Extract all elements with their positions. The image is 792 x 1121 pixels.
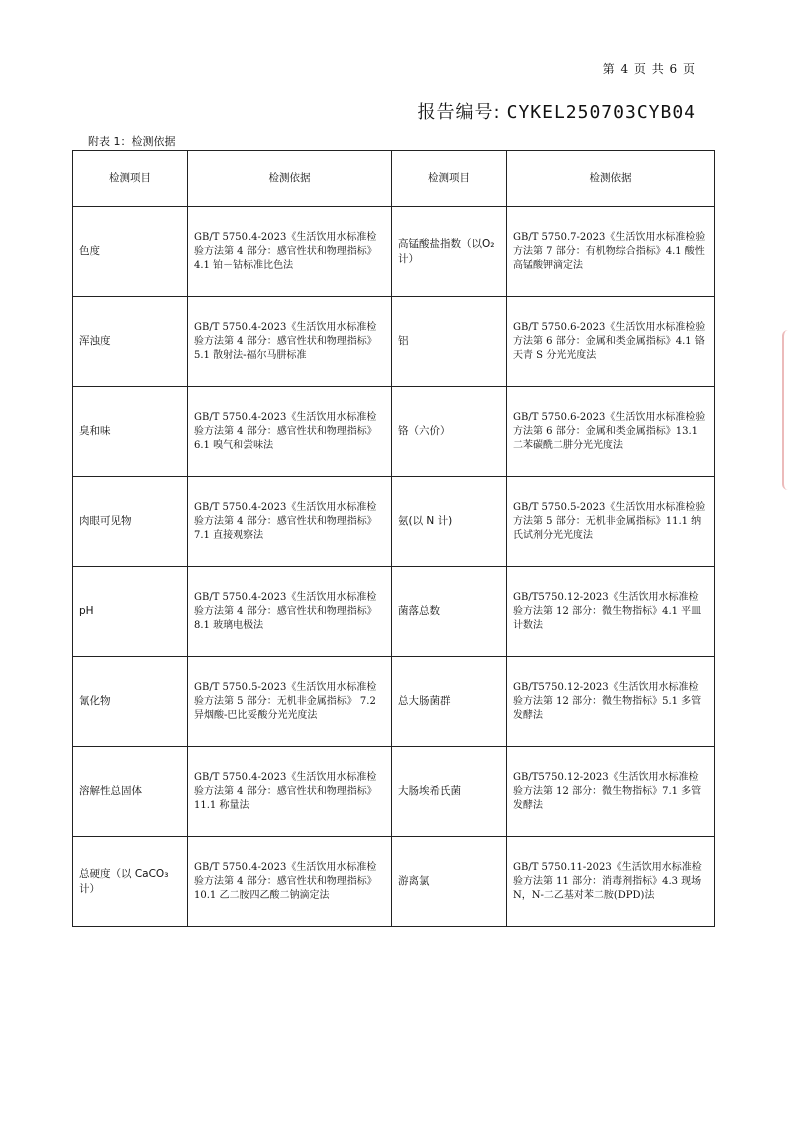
test-method: GB/T 5750.4-2023《生活饮用水标准检验方法第 4 部分：感官性状和物理指标》 10.1 乙二胺四乙酸二钠滴定法 — [188, 837, 392, 927]
table-row — [73, 297, 715, 387]
test-method: GB/T5750.12-2023《生活饮用水标准检验方法第 12 部分：微生物指标》4.1 平皿计数法 — [507, 567, 715, 657]
table-row — [73, 387, 715, 477]
test-item: 臭和味 — [73, 387, 188, 477]
test-method: GB/T 5750.4-2023《生活饮用水标准检验方法第 4 部分：感官性状和物理指标》5.1 散射法-福尔马肼标准 — [188, 297, 392, 387]
test-basis-table — [72, 150, 715, 927]
test-item: 总大肠菌群 — [392, 657, 507, 747]
test-item: 菌落总数 — [392, 567, 507, 657]
table-header-row — [73, 151, 715, 207]
test-method: GB/T 5750.5-2023《生活饮用水标准检验方法第 5 部分：无机非金属指标》 7.2 异烟酸-巴比妥酸分光光度法 — [188, 657, 392, 747]
report-number — [418, 98, 696, 124]
test-item: 溶解性总固体 — [73, 747, 188, 837]
test-item: 高锰酸盐指数（以O₂计） — [392, 207, 507, 297]
test-method: GB/T 5750.4-2023《生活饮用水标准检验方法第 4 部分：感官性状和物理指标》6.1 嗅气和尝味法 — [188, 387, 392, 477]
table-row — [73, 657, 715, 747]
table-row — [73, 207, 715, 297]
test-method: GB/T 5750.4-2023《生活饮用水标准检验方法第 4 部分：感官性状和物理指标》7.1 直接观察法 — [188, 477, 392, 567]
test-item: 色度 — [73, 207, 188, 297]
test-method: GB/T 5750.6-2023《生活饮用水标准检验方法第 6 部分：金属和类金属指标》13.1 二苯碳酰二肼分光光度法 — [507, 387, 715, 477]
test-item: 肉眼可见物 — [73, 477, 188, 567]
test-method: GB/T 5750.6-2023《生活饮用水标准检验方法第 6 部分：金属和类金属指标》4.1 铬天青 S 分光光度法 — [507, 297, 715, 387]
test-item: 浑浊度 — [73, 297, 188, 387]
header-test-basis-2: 检测依据 — [507, 151, 715, 207]
header-test-basis-1: 检测依据 — [188, 151, 392, 207]
report-number-value: CYKEL250703CYB04 — [506, 102, 696, 123]
header-test-item-2: 检测项目 — [392, 151, 507, 207]
table-row — [73, 837, 715, 927]
test-item: 氰化物 — [73, 657, 188, 747]
seal-stamp-edge — [782, 330, 792, 490]
report-number-label: 报告编号: — [417, 102, 501, 123]
test-method: GB/T5750.12-2023《生活饮用水标准检验方法第 12 部分：微生物指标》7.1 多管发酵法 — [507, 747, 715, 837]
test-method: GB/T5750.12-2023《生活饮用水标准检验方法第 12 部分：微生物指标》5.1 多管发酵法 — [507, 657, 715, 747]
test-item: pH — [73, 567, 188, 657]
test-item: 总硬度（以 CaCO₃ 计） — [73, 837, 188, 927]
table-row — [73, 567, 715, 657]
page-number: 第 4 页 共 6 页 — [602, 62, 696, 76]
test-item: 铝 — [392, 297, 507, 387]
header-test-item-1: 检测项目 — [73, 151, 188, 207]
test-method: GB/T 5750.4-2023《生活饮用水标准检验方法第 4 部分：感官性状和物理指标》 11.1 称量法 — [188, 747, 392, 837]
table-row — [73, 477, 715, 567]
test-item: 氨(以 N 计) — [392, 477, 507, 567]
table-caption: 附表 1：检测依据 — [88, 135, 176, 148]
test-item: 大肠埃希氏菌 — [392, 747, 507, 837]
test-method: GB/T 5750.7-2023《生活饮用水标准检验方法第 7 部分：有机物综合指标》4.1 酸性高锰酸钾滴定法 — [507, 207, 715, 297]
test-method: GB/T 5750.5-2023《生活饮用水标准检验方法第 5 部分：无机非金属指标》11.1 纳氏试剂分光光度法 — [507, 477, 715, 567]
test-method: GB/T 5750.11-2023《生活饮用水标准检验方法第 11 部分：消毒剂指标》4.3 现场 N，N-二乙基对苯二胺(DPD)法 — [507, 837, 715, 927]
test-item: 铬（六价） — [392, 387, 507, 477]
test-item: 游离氯 — [392, 837, 507, 927]
test-method: GB/T 5750.4-2023《生活饮用水标准检验方法第 4 部分：感官性状和物理指标》8.1 玻璃电极法 — [188, 567, 392, 657]
table-row — [73, 747, 715, 837]
test-method: GB/T 5750.4-2023《生活饮用水标准检验方法第 4 部分：感官性状和物理指标》4.1 铂－钴标准比色法 — [188, 207, 392, 297]
